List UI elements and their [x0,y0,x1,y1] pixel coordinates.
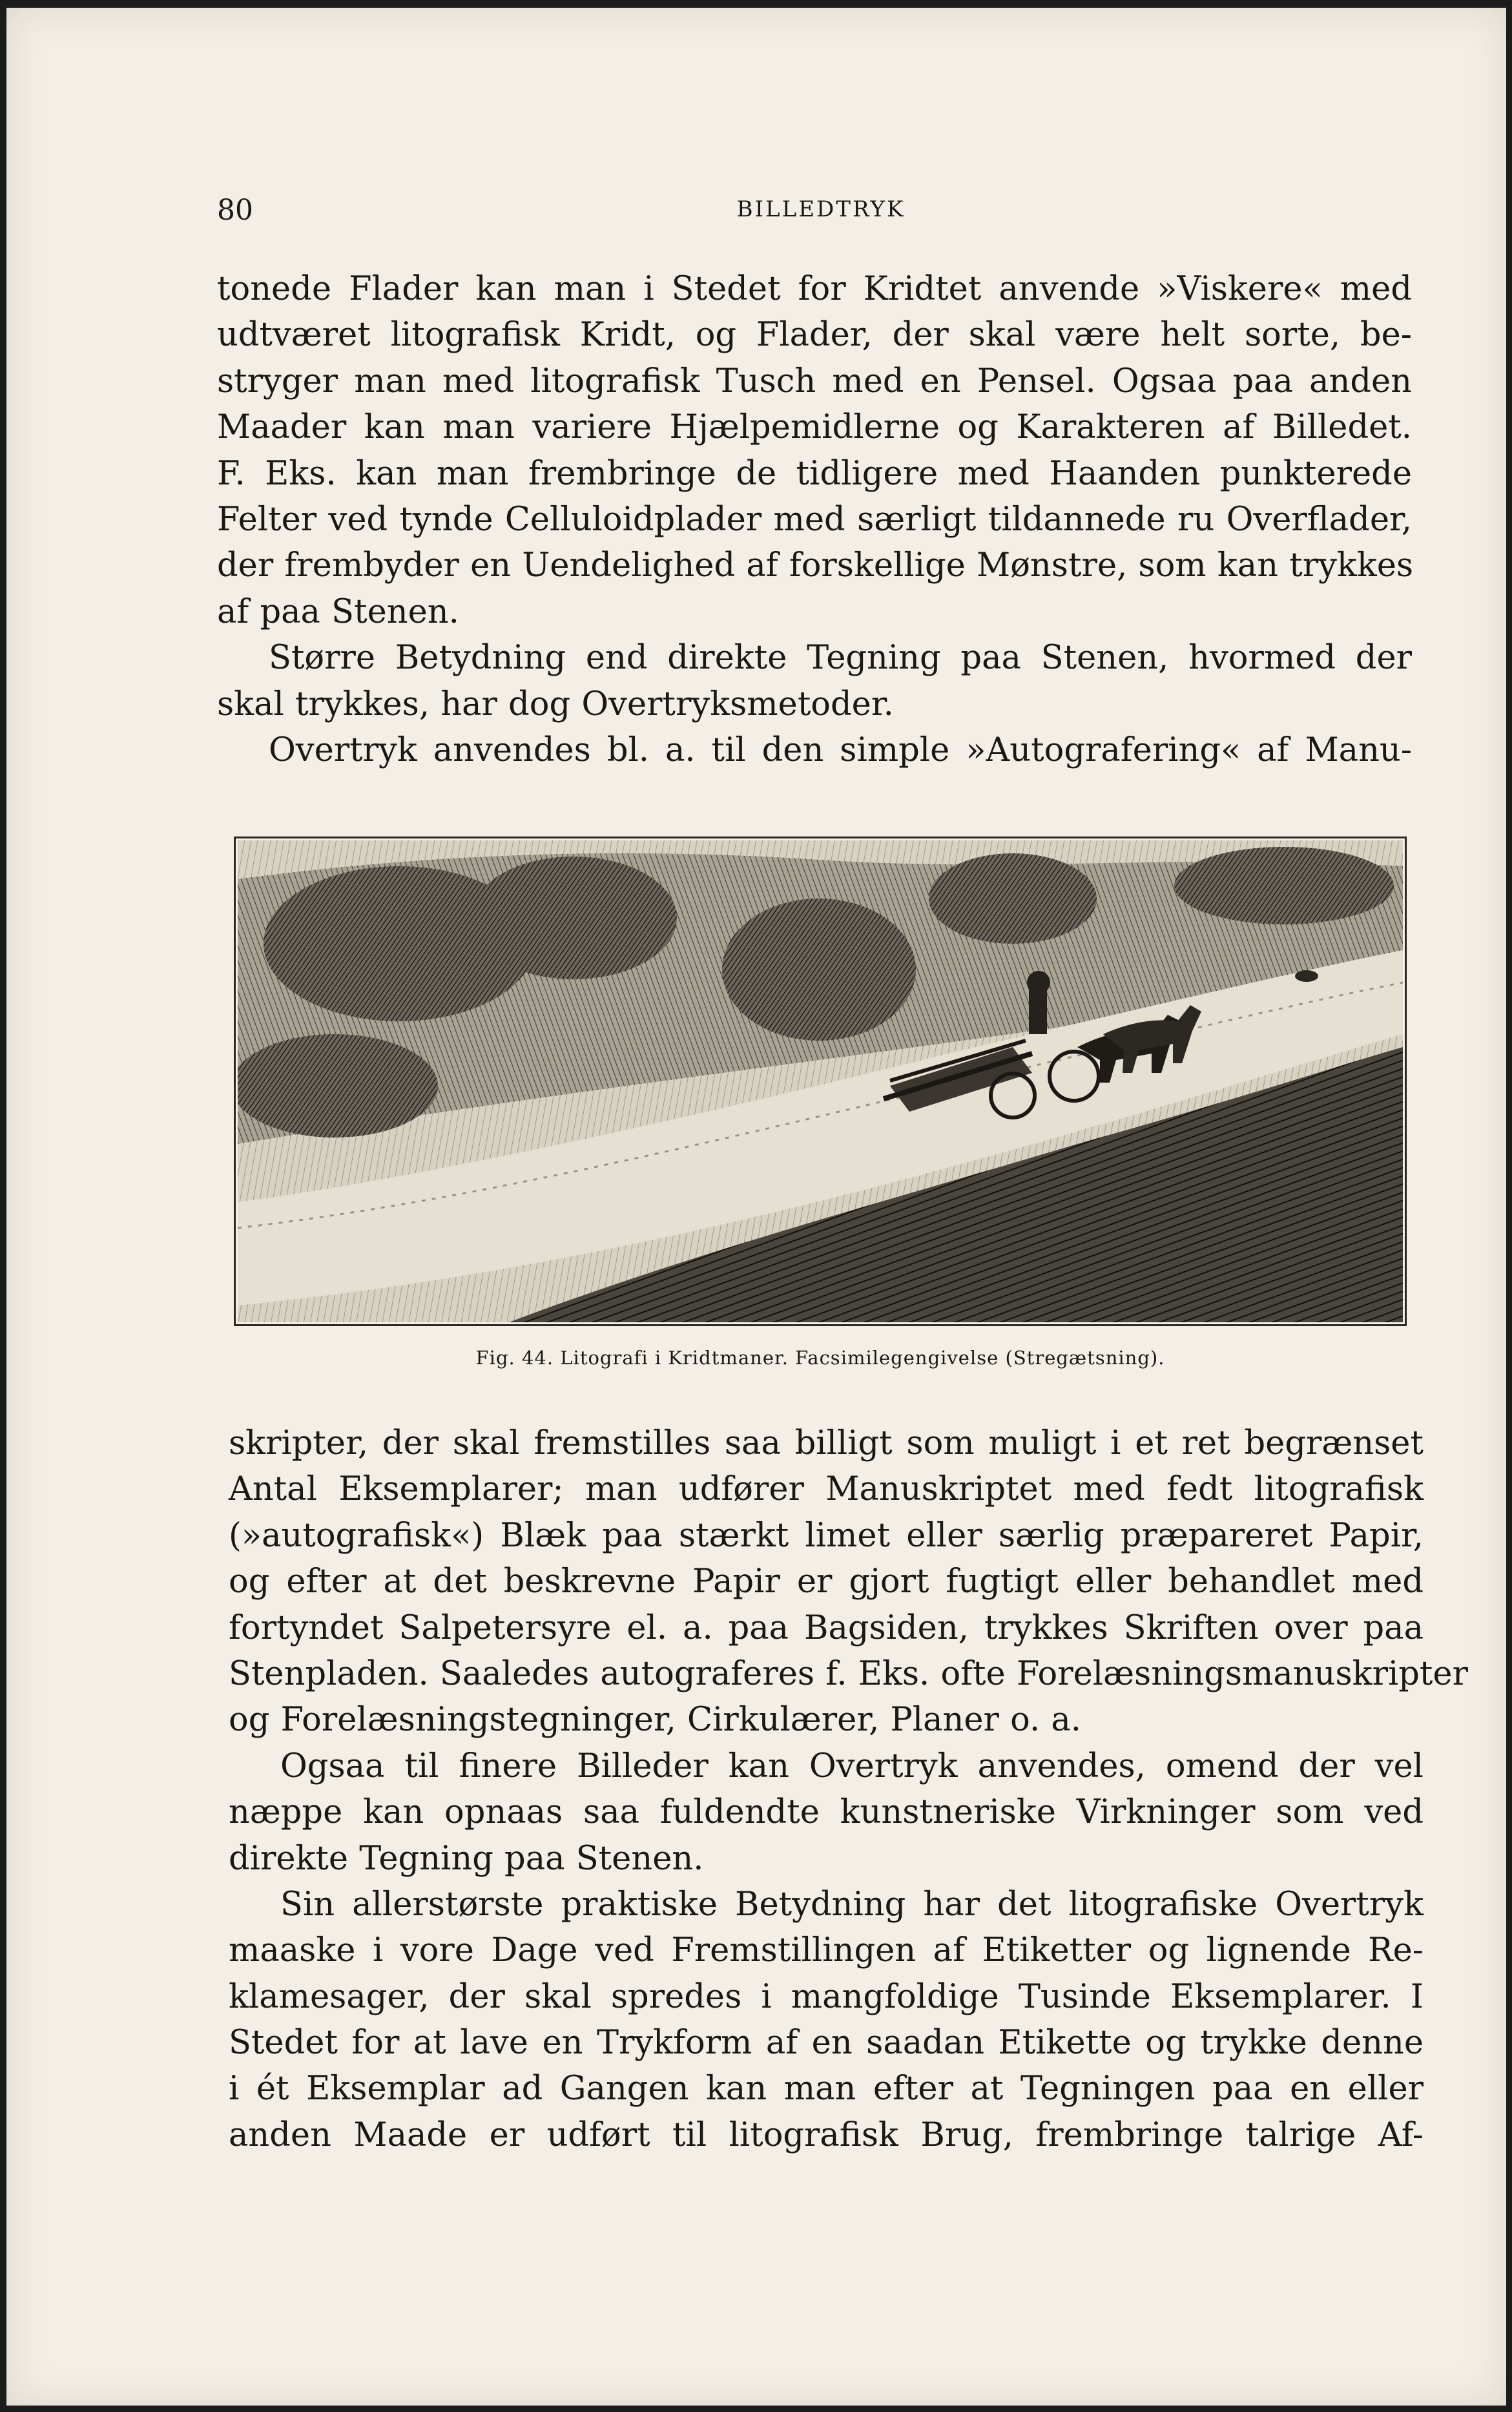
upper-text-block [217,266,1412,773]
lithograph-figure [234,837,1407,1326]
text-line: skal trykkes, har dog Overtryksmetoder. [217,685,894,723]
text-line: fortyndet Salpetersyre el. a. paa Bagsiden, trykkes Skriften over paa [229,1608,1424,1647]
lower-text-block [229,1420,1468,2158]
text-line: klamesager, der skal spredes i mangfoldige Tusinde Eksemplarer. I [229,1977,1424,2016]
text-line: og Forelæsningstegninger, Cirkulærer, Planer o. a. [229,1701,1081,1740]
figure-caption: Fig. 44. Litografi i Kridtmaner. Facsimilegengivelse (Stregætsning). [475,1347,1165,1369]
page-number: 80 [217,194,253,227]
text-line: tonede Flader kan man i Stedet for Kridtet anvende »Viskere« med [217,270,1412,308]
text-line: anden Maade er udført til litografisk Brug, frembringe talrige Af- [229,2116,1424,2154]
text-line: skripter, der skal fremstilles saa billigt som muligt i et ret begrænset [229,1424,1424,1462]
figure-frame [234,837,1407,1326]
book-page [6,8,1506,2406]
text-line: af paa Stenen. [217,592,459,631]
text-line: og efter at det beskrevne Papir er gjort fugtigt eller behandlet med [229,1563,1424,1601]
text-line: der frembyder en Uendelighed af forskellige Mønstre, som kan trykkes [217,546,1414,585]
text-line: Stenpladen. Saaledes autograferes f. Eks. ofte Forelæsningsmanuskripter [229,1654,1468,1693]
text-line: direkte Tegning paa Stenen. [229,1839,704,1878]
text-line: udtværet litografisk Kridt, og Flader, der skal være helt sorte, be- [217,316,1412,355]
text-line: Overtryk anvendes bl. a. til den simple »Autografering« af Manu- [269,731,1412,769]
text-line: Ogsaa til finere Billeder kan Overtryk anvendes, omend der vel [280,1747,1424,1785]
text-line: næppe kan opnaas saa fuldendte kunstneriske Virkninger som ved [229,1793,1424,1832]
text-line: Felter ved tynde Celluloidplader med særligt tildannede ru Overflader, [217,500,1412,539]
text-line: Stedet for at lave en Trykform af en saadan Etikette og trykke denne [229,2024,1424,2063]
running-title: BILLEDTRYK [736,196,906,222]
text-line: Maader kan man variere Hjælpemidlerne og Karakteren af Billedet. [217,408,1412,447]
text-line: Antal Eksemplarer; man udfører Manuskriptet med fedt litografisk [229,1470,1424,1509]
text-line: (»autografisk«) Blæk paa stærkt limet eller særlig præpareret Papir, [229,1516,1424,1555]
running-head [217,194,1425,233]
text-line: i ét Eksemplar ad Gangen kan man efter at Tegningen paa en eller [229,2070,1424,2108]
text-line: F. Eks. kan man frembringe de tidligere med Haanden punkterede [217,454,1412,493]
text-line: stryger man med litografisk Tusch med en Pensel. Ogsaa paa anden [217,362,1412,400]
text-line: maaske i vore Dage ved Fremstillingen af Etiketter og lignende Re- [229,1931,1424,1970]
text-line: Større Betydning end direkte Tegning paa Stenen, hvormed der [269,639,1412,678]
text-line: Sin allerstørste praktiske Betydning har det litografiske Overtryk [280,1885,1424,1924]
